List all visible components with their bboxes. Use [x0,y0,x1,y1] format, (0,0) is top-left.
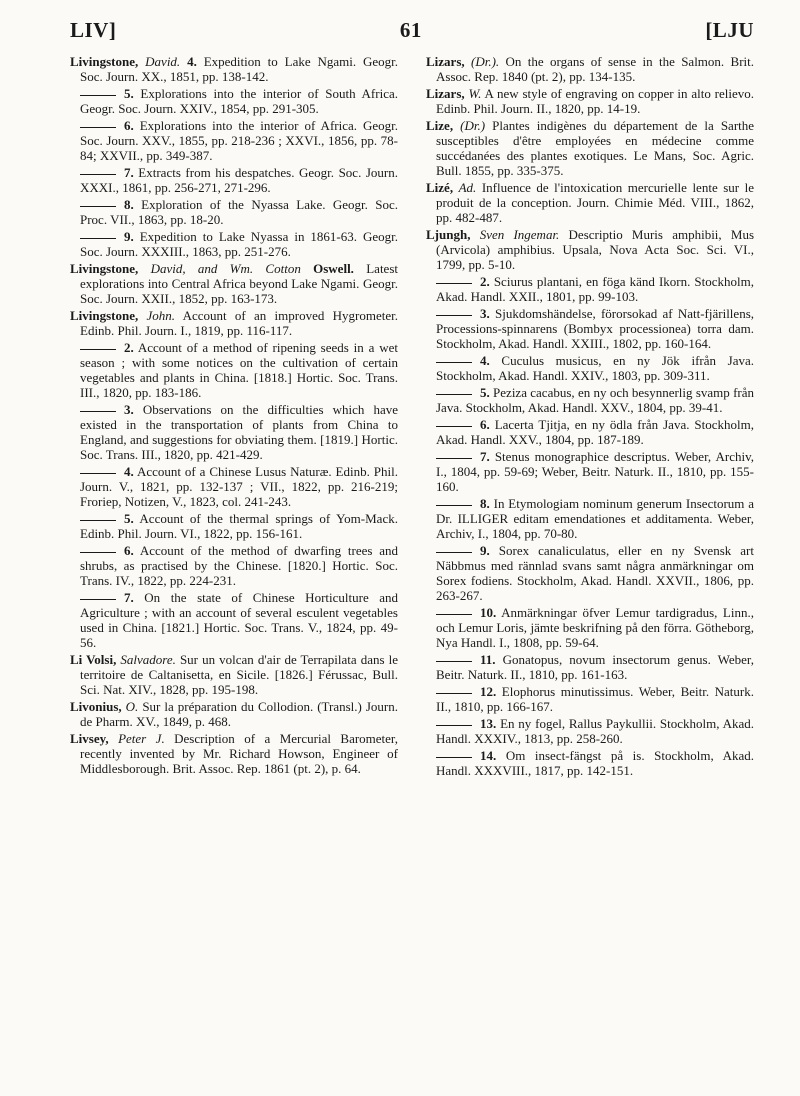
entry-text: Lacerta Tjitja, en ny ödla från Java. Stockholm, Akad. Handl. XXV., 1804, pp. 187-189. [436,417,754,447]
bibliography-entry [70,261,398,306]
author-forename: Peter J. [118,731,165,746]
author-forename: (Dr.) [460,118,486,133]
entry-number: 4. [124,464,134,479]
bibliography-entry [426,449,754,494]
bibliography-entry [70,652,398,697]
author-surname: Livingstone, [70,261,139,276]
author-forename: O. [125,699,139,714]
bibliography-entry [70,54,398,84]
entry-number: 7. [480,449,490,464]
bibliography-entry [70,590,398,650]
author-surname: Livsey, [70,731,109,746]
ditto-dash [436,315,472,316]
bibliography-entry [426,684,754,714]
entry-number: 5. [124,511,134,526]
entry-text: Peziza cacabus, en ny och besynnerlig svamp från Java. Stockholm, Akad. Handl. XXV., 1804, pp. 39-41. [436,385,754,415]
author-surname: Livingstone, [70,308,139,323]
bibliography-entry [426,716,754,746]
ditto-dash [80,520,116,521]
page-number: 61 [399,18,422,42]
ditto-dash [80,174,116,175]
entry-number: 6. [124,543,134,558]
entry-text: Sur la préparation du Collodion. (Transl.) Journ. de Pharm. XV., 1849, p. 468. [80,699,398,729]
bibliography-entry [426,118,754,178]
entry-text: Expedition to Lake Ngami. Geogr. Soc. Journ. XX., 1851, pp. 138-142. [80,54,399,84]
entry-text: Account of a method of ripening seeds in a wet season ; with some notices on the cultivation of certain vegetables and plants in China. [1818.] Hortic. Soc. Trans. III., 1820, pp. 183-186. [80,340,398,400]
entry-number: 8. [480,496,490,511]
bibliography-entry [70,229,398,259]
entry-number: 8. [124,197,134,212]
entry-text: Cuculus musicus, en ny Jök ifrån Java. Stockholm, Akad. Handl. XXIV., 1803, pp. 309-311. [436,353,754,383]
bibliography-entry [426,86,754,116]
author-surname: Lizé, [426,180,454,195]
entry-number: 12. [480,684,497,699]
entry-text: Plantes indigènes du département de la Sarthe susceptibles d'être employées en médecine comme succédanées des plantes exotiques. Le Mans, Soc. Agric. Bull. 1855, pp. 335-375. [436,118,755,178]
bibliography-entry [70,699,398,729]
bibliography-entry [426,180,754,225]
ditto-dash [436,757,472,758]
ditto-dash [436,426,472,427]
running-header [70,18,754,43]
bibliography-entry [426,605,754,650]
author-forename: (Dr.). [471,54,500,69]
bibliography-entry [70,402,398,462]
entry-text: Explorations into the interior of Africa. Geogr. Soc. Journ. XXV., 1855, pp. 218-236 ; XXVI., 1856, pp. 78-84; XXVII., pp. 349-387. [80,118,398,163]
ditto-dash [80,552,116,553]
ditto-dash [436,394,472,395]
bibliography-entry [70,118,398,163]
entry-text: En ny fogel, Rallus Paykullii. Stockholm, Akad. Handl. XXXIV., 1813, pp. 258-260. [436,716,754,746]
entry-number: 4. [480,353,490,368]
bibliography-entry [426,748,754,778]
entry-text: Influence de l'intoxication mercurielle lente sur le produit de la conception. Journ. Chimie Méd. VIII., 1862, pp. 482-487. [436,180,755,225]
author-surname: Livingstone, [70,54,139,69]
author-surname: Li Volsi, [70,652,117,667]
bibliography-entry [70,731,398,776]
entry-number: 7. [124,590,134,605]
entry-number: 14. [480,748,497,763]
bibliography-entry [426,496,754,541]
entry-text: Anmärkningar öfver Lemur tardigradus, Linn., och Lemur Loris, jämte beskrifning på den förra. Götheborg, Nya Handl. I., 1808, pp. 59-64. [436,605,754,650]
bibliography-entry [426,385,754,415]
bibliography-entry [70,86,398,116]
bibliography-entry [70,543,398,588]
entry-text: Descriptio Muris amphibii, Mus (Arvicola) amphibius. Upsala, Nova Acta Soc. Sci. VI., 1799, pp. 5-10. [436,227,755,272]
bibliography-entry [426,54,754,84]
ditto-dash [436,362,472,363]
entry-text: Exploration of the Nyassa Lake. Geogr. Soc. Proc. VII., 1863, pp. 18-20. [80,197,398,227]
bibliography-entry [426,417,754,447]
entry-number: 9. [124,229,134,244]
author-surname: Lizars, [426,54,465,69]
author-forename: David. [145,54,181,69]
entry-text: In Etymologiam nominum generum Insectorum a Dr. ILLIGER editam emendationes et additamenta. Weber, Archiv, I., 1804, pp. 70-80. [436,496,755,541]
author-forename: Sven Ingemar. [479,227,560,242]
entry-number: 2. [124,340,134,355]
entry-text: A new style of engraving on copper in alto relievo. Edinb. Phil. Journ. II., 1820, pp. 14-19. [436,86,755,116]
ditto-dash [436,283,472,284]
header-right: [LJU [705,18,754,42]
entry-number: 6. [480,417,490,432]
ditto-dash [436,552,472,553]
author-forename: Salvadore. [120,652,176,667]
ditto-dash [80,599,116,600]
entry-text: Sur un volcan d'air de Terrapilata dans le territoire de Caltanisetta, en Sicile. [1826.] Férussac, Bull. Sci. Nat. XIV., 1828, pp. 195-198. [80,652,398,697]
entry-text: Gonatopus, novum insectorum genus. Weber, Beitr. Naturk. II., 1810, pp. 161-163. [436,652,754,682]
ditto-dash [80,473,116,474]
entry-number: 3. [124,402,134,417]
ditto-dash [80,206,116,207]
author-surname: Livonius, [70,699,122,714]
ditto-dash [436,614,472,615]
entry-text: Account of the thermal springs of Yom-Mack. Edinb. Phil. Journ. VI., 1822, pp. 156-161. [80,511,398,541]
entry-text: Latest explorations into Central Africa beyond Lake Ngami. Geogr. Soc. Journ. XXII., 1852, pp. 163-173. [80,261,398,306]
author-forename: John. [146,308,176,323]
entry-number: 5. [124,86,134,101]
ditto-dash [436,661,472,662]
entry-number: 10. [480,605,497,620]
bibliography-entry [70,511,398,541]
bibliography-entry [70,308,398,338]
entry-number: 9. [480,543,490,558]
entry-number: 2. [480,274,490,289]
bibliography-entry [426,353,754,383]
coauthor-surname: Oswell. [313,261,354,276]
ditto-dash [80,127,116,128]
author-surname: Lize, [426,118,454,133]
entry-text: Explorations into the interior of South Africa. Geogr. Soc. Journ. XXIV., 1854, pp. 291-305. [80,86,398,116]
entry-text: Observations on the difficulties which have existed in the transportation of plants from China to England, and suggestions for obviating them. [1819.] Hortic. Soc. Trans. III., 1820, pp. 421-429. [80,402,398,462]
author-surname: Ljungh, [426,227,471,242]
ditto-dash [436,693,472,694]
entry-number: 13. [480,716,497,731]
bibliography-entry [70,340,398,400]
left-column [70,54,398,780]
entry-text: On the state of Chinese Horticulture and Agriculture ; with an account of several esculent vegetables used in China. [1821.] Hortic. Soc. Trans. V., 1824, pp. 49-56. [80,590,399,650]
entry-text: Account of the method of dwarfing trees and shrubs, as practised by the Chinese. [1820.] Hortic. Soc. Trans. IV., 1822, pp. 224-231. [80,543,398,588]
entry-text: Extracts from his despatches. Geogr. Soc. Journ. XXXI., 1861, pp. 256-271, 271-296. [80,165,398,195]
entry-text: Account of a Chinese Lusus Naturæ. Edinb. Phil. Journ. V., 1821, pp. 132-137 ; VII., 1822, pp. 216-219; Froriep, Notizen, V., 1823, col. 241-243. [80,464,398,509]
bibliography-entry [70,197,398,227]
ditto-dash [80,238,116,239]
entry-text: Sciurus plantani, en föga känd Ikorn. Stockholm, Akad. Handl. XXII., 1801, pp. 99-103. [436,274,755,304]
entry-number: 4. [187,54,197,69]
author-surname: Lizars, [426,86,465,101]
entry-text: Sjukdomshändelse, förorsokad af Natt-fjärillens, Processions-spinnarens (Bombyx processionea) torra dam. Stockholm, Akad. Handl. XXIII., 1802, pp. 160-164. [436,306,755,351]
bibliography-entry [426,306,754,351]
right-column [426,54,754,780]
author-forename: Ad. [458,180,477,195]
ditto-dash [80,349,116,350]
bibliography-entry [426,274,754,304]
bibliography-entry [70,165,398,195]
ditto-dash [436,458,472,459]
bibliography-entry [426,227,754,272]
ditto-dash [436,505,472,506]
entry-text: Elophorus minutissimus. Weber, Beitr. Naturk. II., 1810, pp. 166-167. [436,684,754,714]
ditto-dash [80,95,116,96]
columns [70,54,754,780]
author-forename: W. [468,86,482,101]
entry-text: Account of an improved Hygrometer. Edinb. Phil. Journ. I., 1819, pp. 116-117. [80,308,398,338]
entry-text: Description of a Mercurial Barometer, recently invented by Mr. Richard Howson, Engineer of Middlesborough. Brit. Assoc. Rep. 1861 (pt. 2), p. 64. [80,731,398,776]
ditto-dash [80,411,116,412]
entry-number: 7. [124,165,134,180]
header-left: LIV] [70,18,117,42]
entry-text: Om insect-fängst på is. Stockholm, Akad. Handl. XXXVIII., 1817, pp. 142-151. [436,748,755,778]
entry-number: 6. [124,118,134,133]
entry-number: 11. [480,652,496,667]
entry-text: On the organs of sense in the Salmon. Brit. Assoc. Rep. 1840 (pt. 2), pp. 134-135. [436,54,755,84]
entry-text: Expedition to Lake Nyassa in 1861-63. Geogr. Soc. Journ. XXXIII., 1863, pp. 251-276. [80,229,398,259]
entry-text: Stenus monographice descriptus. Weber, Archiv, I., 1804, pp. 59-69; Weber, Beitr. Naturk. II., 1810, pp. 155-160. [436,449,755,494]
bibliography-entry [426,543,754,603]
entry-number: 3. [480,306,490,321]
author-forename: David, and Wm. Cotton [150,261,301,276]
entry-text: Sorex canaliculatus, eller en ny Svensk art Näbbmus med rännlad svans samt några anmärkningar om Sorex fodiens. Stockholm, Akad. Handl. XXVII., 1806, pp. 263-267. [436,543,754,603]
ditto-dash [436,725,472,726]
bibliography-entry [70,464,398,509]
bibliography-entry [426,652,754,682]
entry-number: 5. [480,385,490,400]
